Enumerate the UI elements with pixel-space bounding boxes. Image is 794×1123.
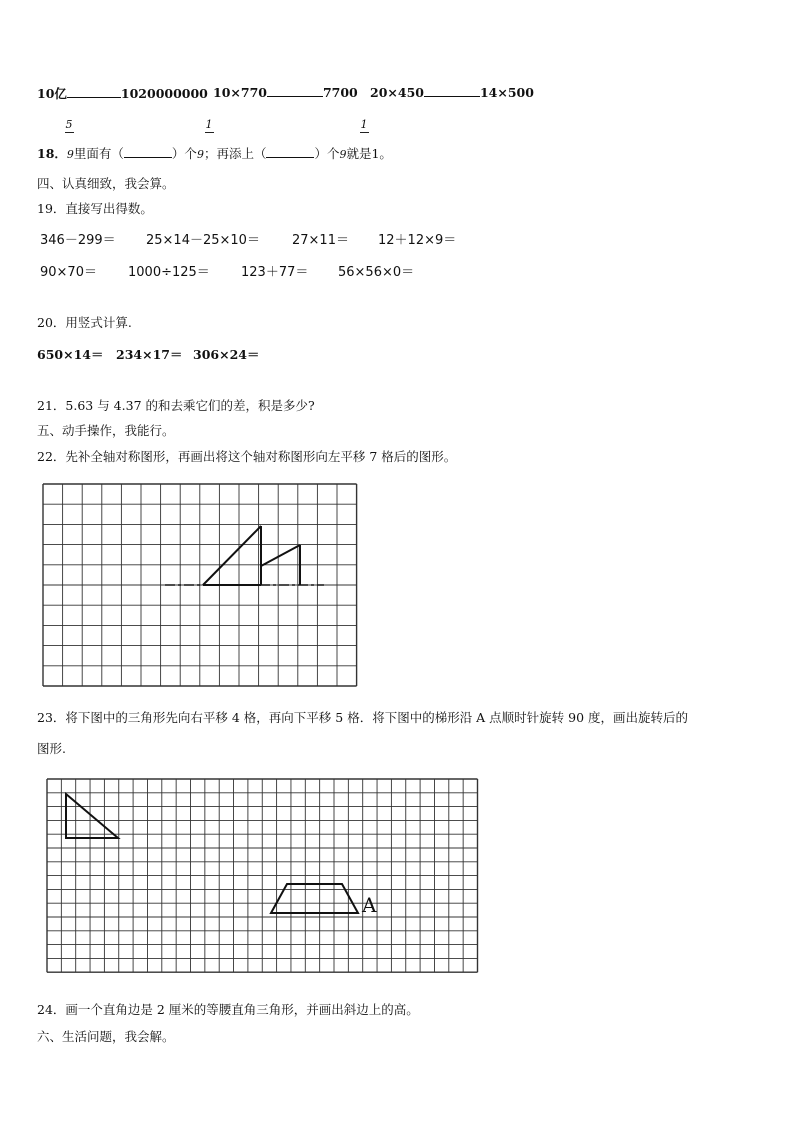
fraction-5-9: 5 — [65, 118, 73, 131]
figure-edge — [261, 545, 300, 566]
point-label-a: A — [362, 893, 377, 917]
question-20-title: 20．用竖式计算. — [37, 315, 132, 330]
answer-blank[interactable] — [266, 145, 314, 158]
answer-blank[interactable] — [124, 145, 172, 158]
question-18: 18．9里面有（ ）个9；再添上（ ）个9就是1。 — [37, 146, 392, 161]
figure-edge — [203, 526, 261, 585]
fraction-1-9-a: 1 — [205, 118, 213, 131]
vertical-calc-item: 650×14＝ — [37, 347, 104, 362]
triangle-shape — [66, 794, 118, 838]
trapezoid-shape — [271, 884, 358, 913]
compare-a-left: 10亿 — [37, 86, 67, 101]
question-19-title: 19．直接写出得数。 — [37, 201, 153, 216]
compare-row-c — [370, 84, 534, 100]
compare-row — [37, 84, 208, 102]
calc-item: 12＋12×9＝ — [378, 233, 457, 248]
calc-item: 90×70＝ — [40, 265, 97, 280]
calc-item: 1000÷125＝ — [128, 265, 210, 280]
answer-blank[interactable] — [67, 85, 121, 98]
calc-item: 27×11＝ — [292, 233, 349, 248]
answer-blank[interactable] — [424, 84, 480, 97]
vertical-calc-item: 306×24＝ — [193, 347, 260, 362]
compare-b-right: 7700 — [322, 85, 358, 100]
section-five-heading: 五、动手操作，我能行。 — [37, 423, 175, 438]
question-21: 21．5.63 与 4.37 的和去乘它们的差，积是多少? — [37, 398, 315, 413]
question-23-line1: 23．将下图中的三角形先向右平移 4 格，再向下平移 5 格．将下图中的梯形沿 A 点顺时针旋转 90 度，画出旋转后的 — [37, 710, 689, 725]
answer-blank[interactable] — [267, 84, 323, 97]
question-24: 24．画一个直角边是 2 厘米的等腰直角三角形，并画出斜边上的高。 — [37, 1002, 419, 1017]
grid-axis-symmetry[interactable] — [41, 482, 363, 690]
compare-c-left: 20×450 — [370, 85, 424, 100]
compare-a-right: 1020000000 — [120, 86, 208, 101]
section-four-heading: 四、认真细致，我会算。 — [37, 176, 175, 191]
fraction-1-9-b: 1 — [360, 118, 368, 131]
vertical-calc-item: 234×17＝ — [116, 347, 183, 362]
question-22: 22．先补全轴对称图形，再画出将这个轴对称图形向左平移 7 格后的图形。 — [37, 449, 457, 464]
calc-item: 25×14－25×10＝ — [146, 233, 260, 248]
compare-c-right: 14×500 — [479, 85, 534, 100]
calc-item: 123＋77＝ — [241, 265, 309, 280]
grid-translation-rotation[interactable] — [44, 776, 480, 976]
compare-row-b — [213, 84, 358, 100]
section-six-heading: 六、生活问题，我会解。 — [37, 1029, 175, 1044]
calc-item: 56×56×0＝ — [338, 265, 415, 280]
compare-b-left: 10×770 — [213, 85, 267, 100]
question-23-line2: 图形. — [37, 741, 66, 756]
calc-item: 346－299＝ — [40, 233, 116, 248]
